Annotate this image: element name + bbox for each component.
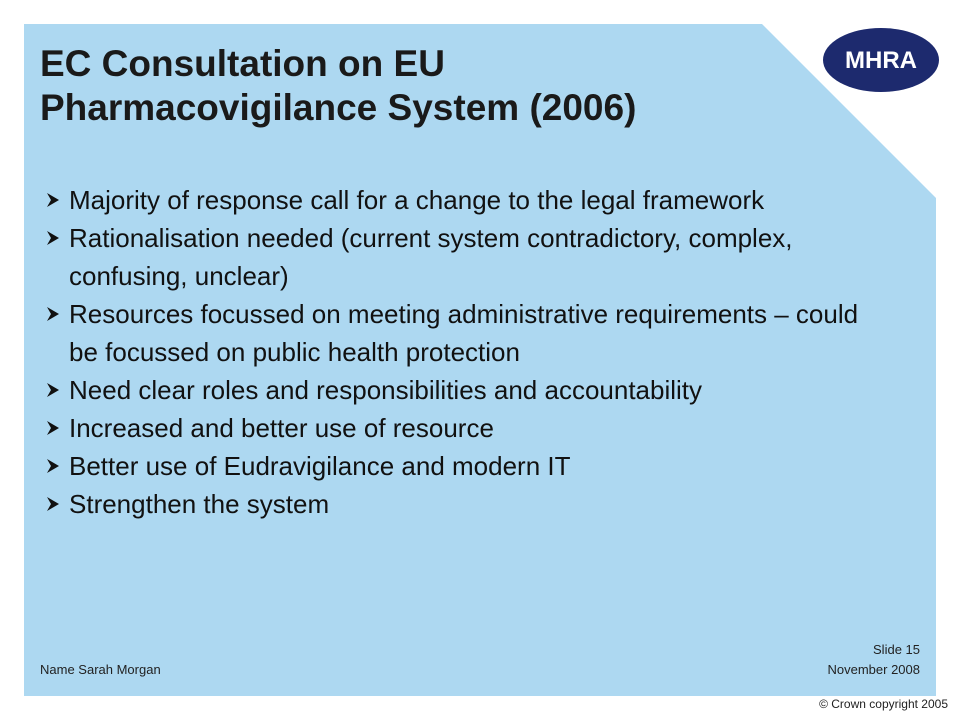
- bullet-list: [46, 181, 866, 523]
- bullet-text: Majority of response call for a change to the legal framework: [69, 185, 765, 215]
- presenter-name: Name Sarah Morgan: [40, 662, 161, 677]
- arrow-bullet-icon: [46, 230, 60, 246]
- bullet-item: [46, 485, 866, 523]
- title-line-1: EC Consultation on EU: [40, 43, 445, 84]
- slide-number: Slide 15: [873, 642, 920, 657]
- bullet-text: Strengthen the system: [69, 489, 330, 519]
- bullet-text: Rationalisation needed (current system contradictory, complex, confusing, unclear): [69, 223, 793, 291]
- svg-text:MHRA: MHRA: [845, 47, 917, 74]
- bullet-item: [46, 371, 866, 409]
- slide-title: [40, 42, 760, 130]
- bullet-text: Resources focussed on meeting administrative requirements – could be focussed on public health protection: [69, 299, 859, 367]
- copyright-notice: © Crown copyright 2005: [819, 697, 948, 711]
- arrow-bullet-icon: [46, 496, 60, 512]
- slide-date: November 2008: [827, 662, 920, 677]
- bullet-item: [46, 181, 866, 219]
- bullet-item: [46, 409, 866, 447]
- arrow-bullet-icon: [46, 458, 60, 474]
- bullet-text: Increased and better use of resource: [69, 413, 494, 443]
- bullet-item: [46, 219, 866, 295]
- arrow-bullet-icon: [46, 420, 60, 436]
- arrow-bullet-icon: [46, 382, 60, 398]
- mhra-logo: [822, 27, 940, 93]
- bullet-item: [46, 295, 866, 371]
- arrow-bullet-icon: [46, 192, 60, 208]
- arrow-bullet-icon: [46, 306, 60, 322]
- bullet-item: [46, 447, 866, 485]
- bullet-text: Need clear roles and responsibilities and accountability: [69, 375, 703, 405]
- bullet-text: Better use of Eudravigilance and modern IT: [69, 451, 571, 481]
- title-line-2: Pharmacovigilance System (2006): [40, 87, 637, 128]
